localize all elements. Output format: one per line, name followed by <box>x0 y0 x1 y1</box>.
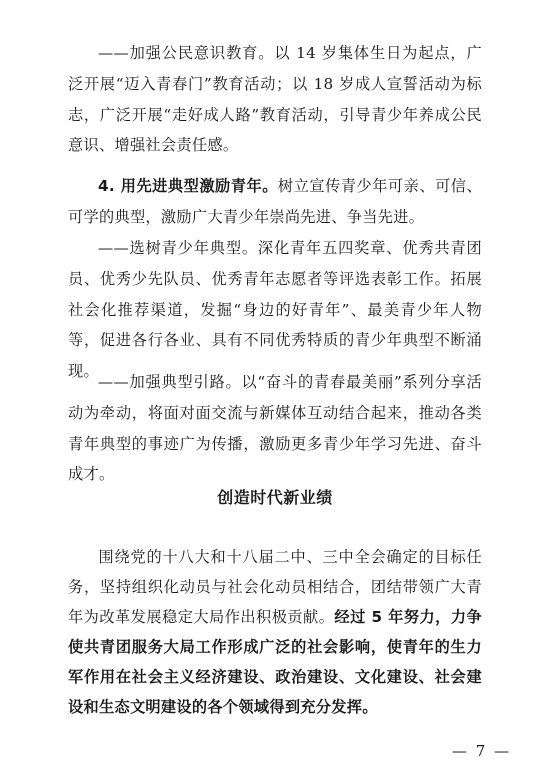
paragraph-text: 树立宣传青少年可亲、可信、可学的典型，激励广大青少年崇尚先进、争当先进。 <box>68 177 482 226</box>
paragraph-section-intro <box>68 542 482 722</box>
paragraph-text: ——选树青少年典型。深化青年五四奖章、优秀共青团员、优秀少先队员、优秀青年志愿者等评选表彰工作。拓展社会化推荐渠道，发掘“身边的好青年”、最美青少年人物等，促进各行各业、具有不同优秀特质的青少年典型不断涌现。 <box>68 239 482 381</box>
paragraph-role-models <box>68 171 482 233</box>
paragraph-civic-awareness <box>68 38 482 161</box>
paragraph-text: ——加强典型引路。以“奋斗的青春最美丽”系列分享活动为牵动，将面对面交流与新媒体互动结合起来，推动各类青年典型的事迹广为传播，激励更多青少年学习先进、奋斗成才。 <box>68 373 482 484</box>
paragraph-text: 围绕党的十八大和十八届二中、三中全会确定的目标任务，坚持组织化动员与社会化动员相结合，团结带领广大青年为改革发展稳定大局作出积极贡献。 <box>68 548 482 626</box>
page-number: — 7 — <box>452 742 512 760</box>
paragraph-text: ——加强公民意识教育。以 14 岁集体生日为起点，广泛开展“迈入青春门”教育活动；以 18 岁成人宣誓活动为标志，广泛开展“走好成人路”教育活动，引导青少年养成公民意识、增强社会责任感。 <box>68 44 482 155</box>
paragraph-select-youth-models <box>68 233 482 387</box>
paragraph-lead-bold: 4. 用先进典型激励青年。 <box>98 177 278 195</box>
paragraph-model-guidance <box>68 367 482 490</box>
section-heading: 创造时代新业绩 <box>217 488 333 507</box>
paragraph-text-bold: 经过 5 年努力，力争使共青团服务大局工作形成广泛的社会影响，使青年的生力军作用在社会主义经济建设、政治建设、文化建设、社会建设和生态文明建设的各个领域得到充分发挥。 <box>68 608 482 716</box>
